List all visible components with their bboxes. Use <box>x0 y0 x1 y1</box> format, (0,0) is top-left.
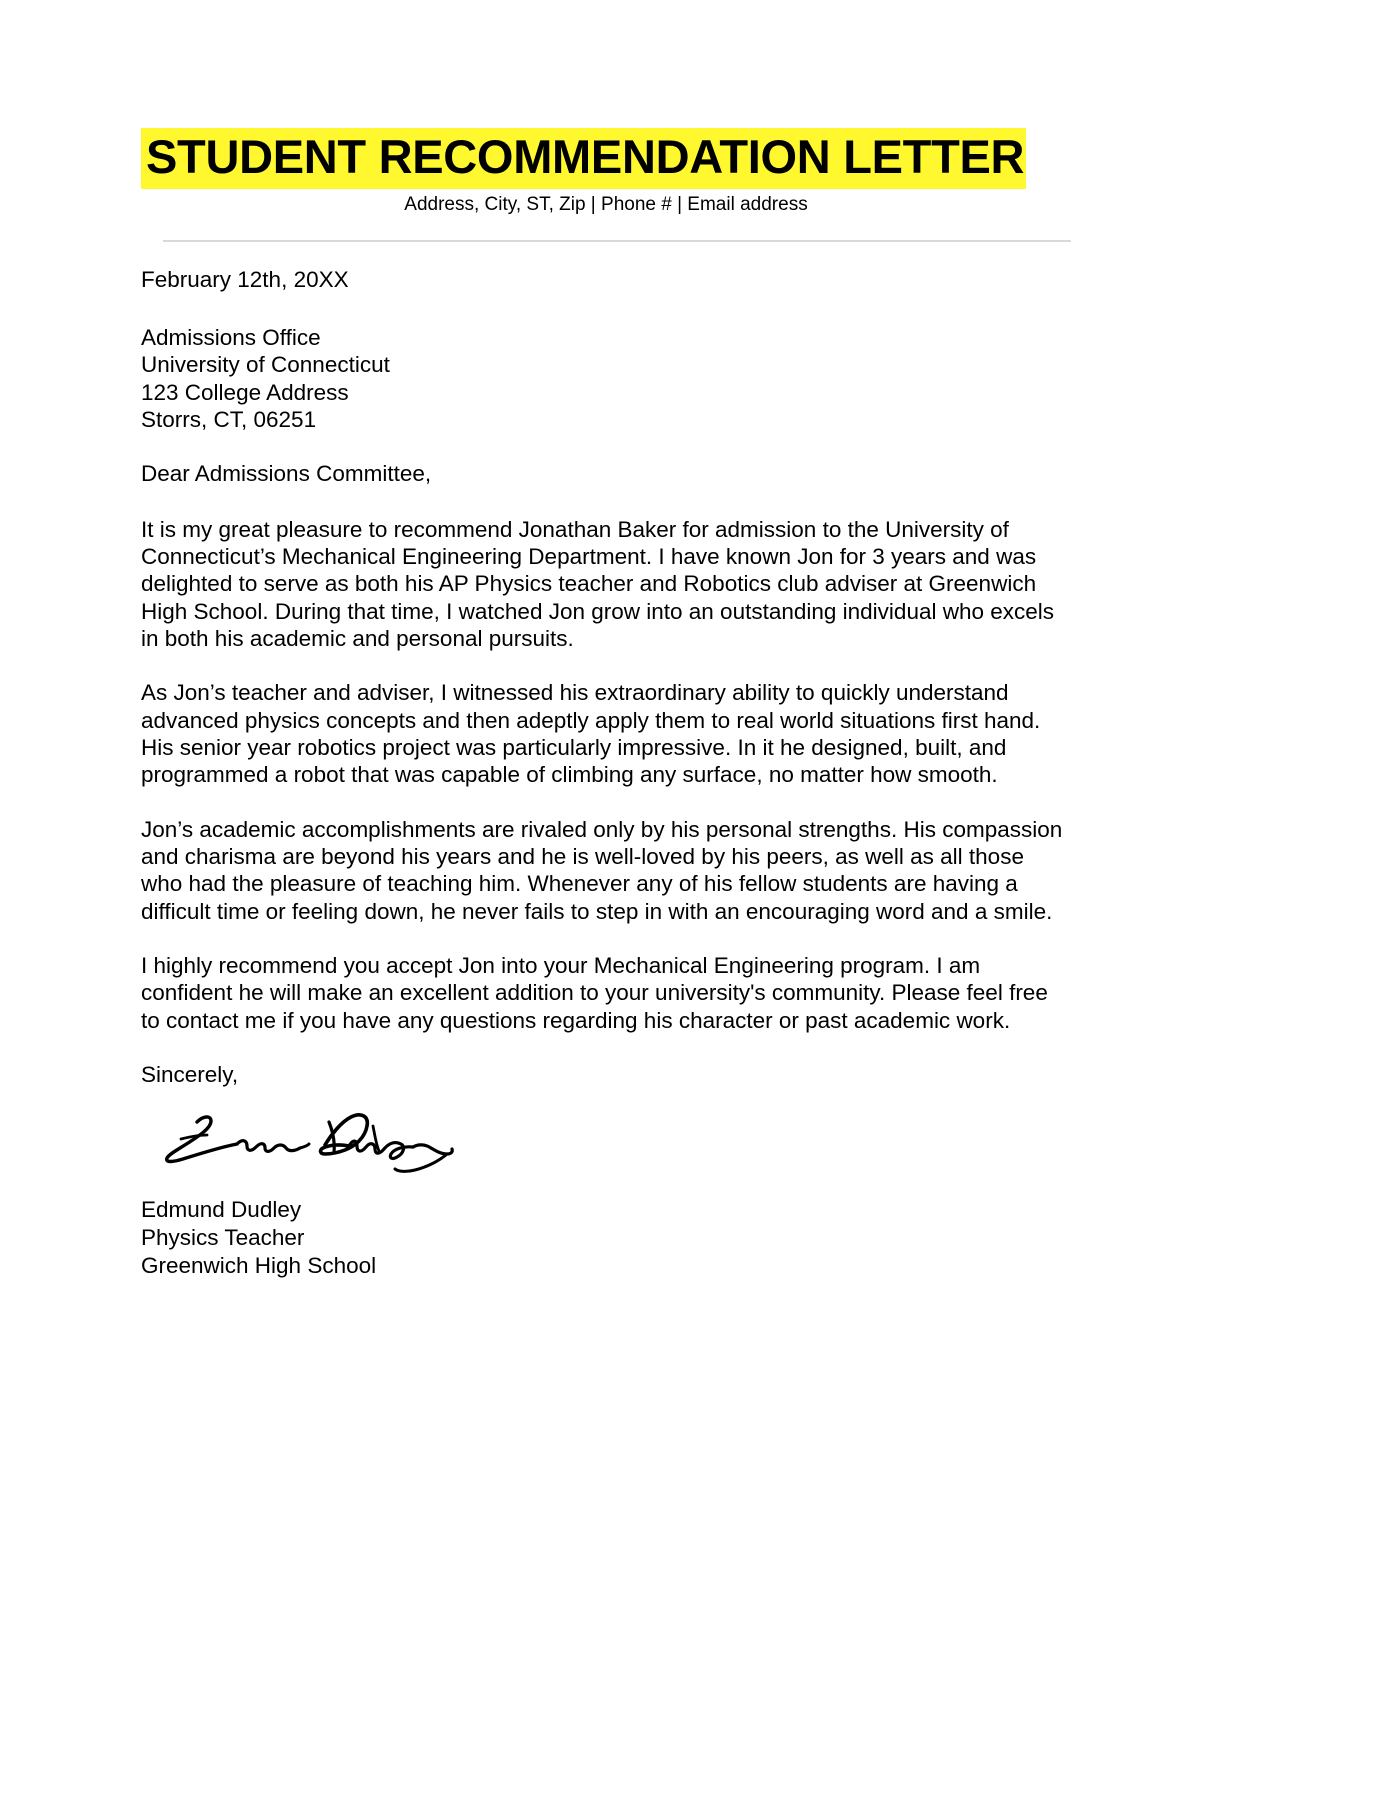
page-title <box>141 130 1071 183</box>
letterhead <box>141 0 1071 242</box>
body-paragraph-3: Jon’s academic accomplishments are rivaled only by his personal strengths. His compassion and charisma are beyond his years and he is well-loved by his peers, as well as all those who had the pleasure of teaching him. Whenever any of his fellow students are having a difficult time or feeling down, he never fails to step in with an encouraging word and a smile. <box>141 816 1063 924</box>
signer-title: Physics Teacher <box>141 1224 305 1250</box>
body-paragraph-1: It is my great pleasure to recommend Jonathan Baker for admission to the University of Connecticut’s Mechanical Engineering Department. I have known Jon for 3 years and was delighted to serve as both his AP Physics teacher and Robotics club adviser at Greenwich High School. During that time, I watched Jon grow into an outstanding individual who excels in both his academic and personal pursuits. <box>141 516 1055 651</box>
signer-name: Edmund Dudley <box>141 1197 302 1223</box>
recipient-line-2: University of Connecticut <box>141 352 390 378</box>
salutation: Dear Admissions Committee, <box>141 461 432 487</box>
handwritten-signature-icon <box>159 1110 459 1188</box>
recipient-line-3: 123 College Address <box>141 379 349 405</box>
recipient-line-4: Storrs, CT, 06251 <box>141 406 317 432</box>
signer-organization: Greenwich High School <box>141 1252 377 1278</box>
recipient-line-1: Admissions Office <box>141 324 321 350</box>
contact-line: Address, City, ST, Zip | Phone # | Email address <box>404 193 808 215</box>
letter-body <box>141 242 1071 1280</box>
signoff-block <box>141 1196 1071 1279</box>
letter-content <box>141 0 1071 1279</box>
closing-salutation: Sincerely, <box>141 1061 239 1087</box>
recipient-address-block <box>141 324 1071 433</box>
body-paragraph-2: As Jon’s teacher and adviser, I witnessed his extraordinary ability to quickly understand advanced physics concepts and then adeptly apply them to real world situations first hand. His senior year robotics project was particularly impressive. In it he designed, built, and programmed a robot that was capable of climbing any surface, no matter how smooth. <box>141 680 1041 788</box>
letter-date: February 12th, 20XX <box>141 266 349 292</box>
page-title-text: STUDENT RECOMMENDATION LETTER <box>141 128 1026 189</box>
body-paragraph-4: I highly recommend you accept Jon into your Mechanical Engineering program. I am confident he will make an excellent addition to your university's community. Please feel free to contact me if you have any questions regarding his character or past academic work. <box>141 952 1048 1033</box>
